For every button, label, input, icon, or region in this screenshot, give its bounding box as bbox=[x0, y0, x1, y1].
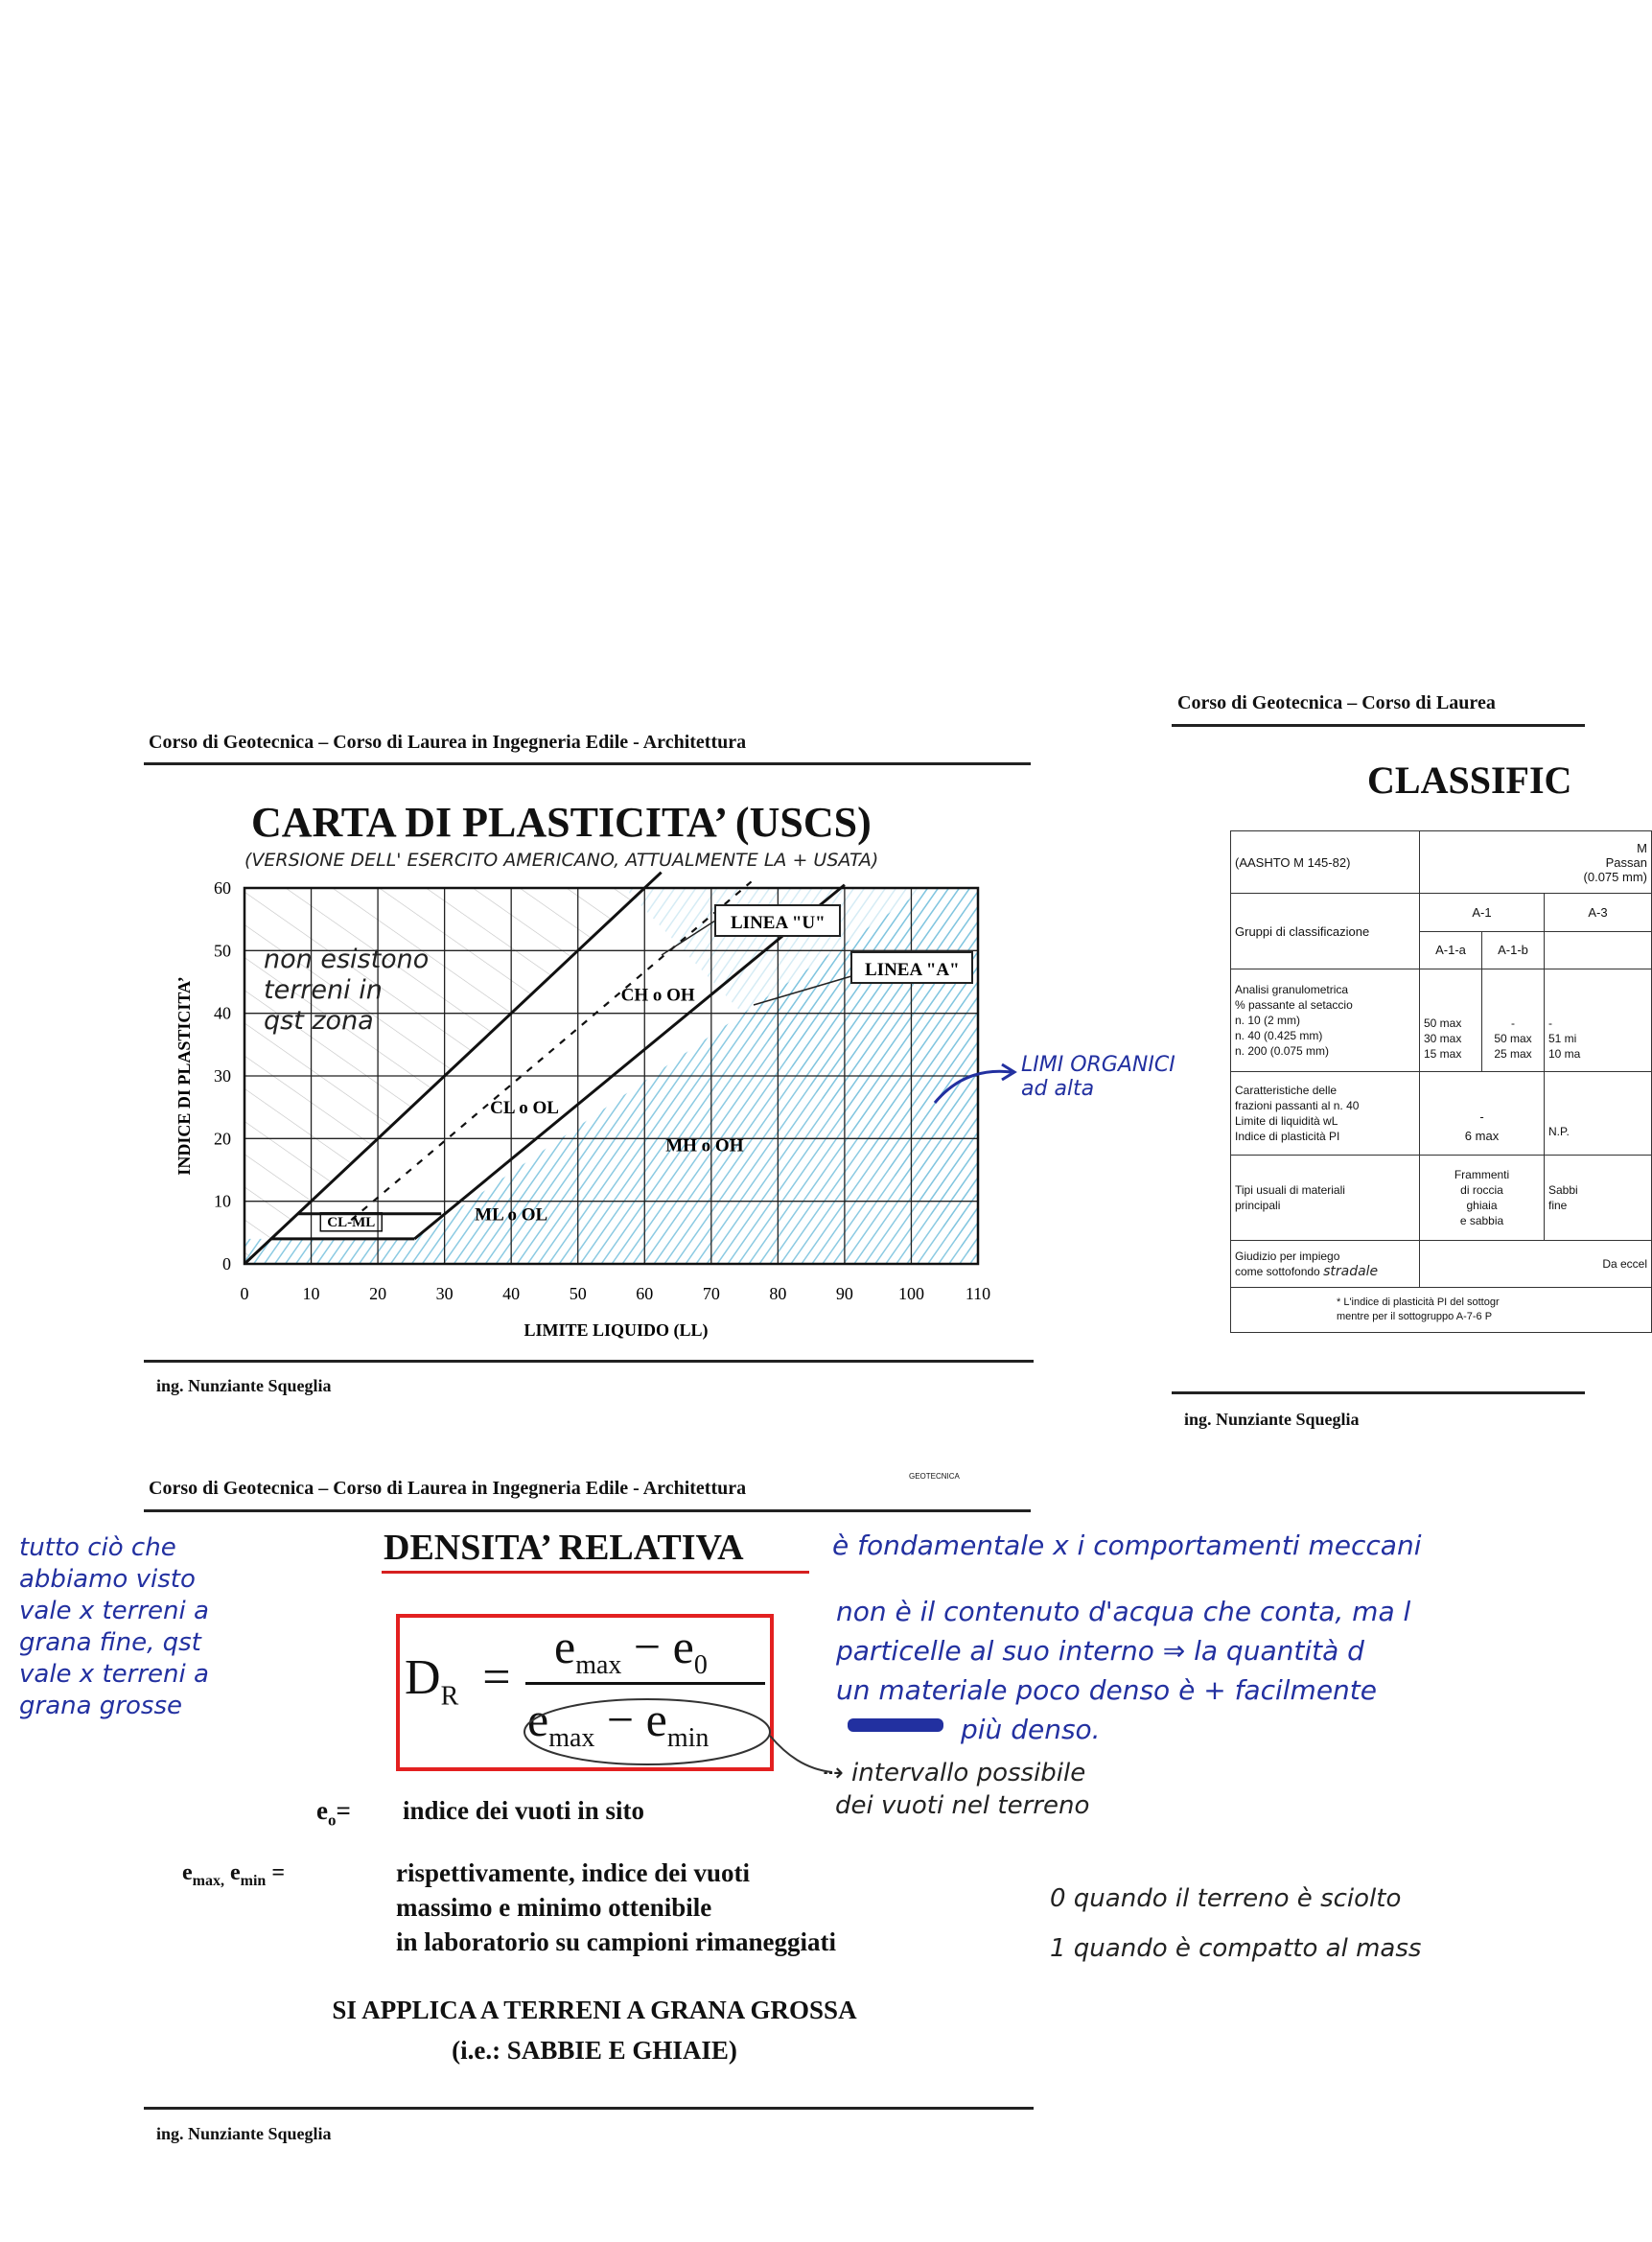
table-cell-line: 30 max bbox=[1424, 1031, 1462, 1045]
table-note-line: * L'indice di plasticità PI del sottogr bbox=[1337, 1296, 1500, 1308]
table-cell: Gruppi di classificazione bbox=[1231, 894, 1420, 969]
table-cell-line: 51 mi bbox=[1548, 1031, 1577, 1045]
region-label: CL o OL bbox=[490, 1098, 559, 1119]
linea-u-label: LINEA "U" bbox=[731, 913, 826, 933]
x-tick-label: 90 bbox=[835, 1284, 853, 1303]
slide2-header: Corso di Geotecnica – Corso di Laurea bbox=[1177, 692, 1496, 713]
slide3-footer: ing. Nunziante Squeglia bbox=[156, 2124, 332, 2143]
def-eq: = bbox=[336, 1796, 351, 1825]
formula-equals: = bbox=[482, 1650, 511, 1705]
y-tick-label: 50 bbox=[214, 941, 231, 961]
note-right-line: più denso. bbox=[961, 1714, 1101, 1745]
table-cell-line: e sabbia bbox=[1459, 1214, 1504, 1227]
y-tick-label: 60 bbox=[214, 878, 231, 898]
table-cell-line: fine bbox=[1548, 1199, 1568, 1212]
formula-sym: e bbox=[672, 1620, 694, 1673]
slide1-footer: ing. Nunziante Squeglia bbox=[156, 1376, 332, 1395]
formula-sub: min bbox=[666, 1723, 710, 1753]
handwritten-stradale: stradale bbox=[1323, 1264, 1379, 1279]
def-emax-emin-symbol bbox=[182, 1860, 285, 1890]
slide3-title: DENSITA’ RELATIVA bbox=[384, 1528, 744, 1568]
table-cell-line: 15 max bbox=[1424, 1046, 1462, 1061]
note-limi-line: LIMI ORGANICI bbox=[1021, 1053, 1175, 1077]
region-label: MH o OH bbox=[665, 1135, 744, 1156]
def-sym: e bbox=[182, 1860, 193, 1885]
note-left-line: vale x terreni a bbox=[19, 1660, 209, 1689]
table-cell-line: n. 10 (2 mm) bbox=[1235, 1014, 1301, 1027]
x-tick-label: 40 bbox=[502, 1284, 521, 1303]
x-tick-label: 20 bbox=[369, 1284, 387, 1303]
x-tick-label: 110 bbox=[965, 1284, 991, 1303]
chart-x-axis-label: LIMITE LIQUIDO (LL) bbox=[524, 1320, 709, 1340]
table-cell-line: Tipi usuali di materiali bbox=[1235, 1183, 1345, 1197]
table-cell-line: 10 ma bbox=[1548, 1046, 1581, 1061]
note-zone-line: terreni in bbox=[264, 975, 383, 1005]
formula-sub: 0 bbox=[693, 1650, 708, 1680]
note-right-top: è fondamentale x i comportamenti meccani bbox=[832, 1530, 1422, 1561]
y-tick-label: 30 bbox=[214, 1066, 231, 1086]
note-right-line: particelle al suo interno ⇒ la quantità d bbox=[836, 1635, 1364, 1667]
table-cell-line: M bbox=[1637, 840, 1647, 855]
slide1-title: CARTA DI PLASTICITA’ (USCS) bbox=[251, 799, 872, 846]
note-left-line: tutto ciò che bbox=[19, 1533, 176, 1562]
slide3-header: Corso di Geotecnica – Corso di Laurea in Ingegneria Edile - Architettura bbox=[149, 1478, 747, 1499]
table-cell-line: principali bbox=[1235, 1199, 1281, 1212]
scribbled-out-word bbox=[848, 1718, 943, 1732]
note-left bbox=[19, 1532, 209, 1722]
region-label: CH o OH bbox=[620, 985, 695, 1006]
x-tick-label: 50 bbox=[569, 1284, 587, 1303]
chart-y-axis-label: INDICE DI PLASTICITA’ bbox=[175, 976, 194, 1176]
formula-dr: D bbox=[405, 1650, 441, 1705]
slide3-footer-rule bbox=[144, 2107, 1034, 2110]
y-tick-label: 0 bbox=[222, 1254, 231, 1273]
table-cell-line: n. 200 (0.075 mm) bbox=[1235, 1044, 1330, 1058]
note-left-line: vale x terreni a bbox=[19, 1597, 209, 1625]
x-tick-label: 0 bbox=[240, 1284, 249, 1303]
slide1-header: Corso di Geotecnica – Corso di Laurea in Ingegneria Edile - Architettura bbox=[149, 732, 747, 753]
table-cell-line: Sabbi bbox=[1548, 1183, 1578, 1197]
x-tick-label: 100 bbox=[897, 1284, 924, 1303]
note-right-line: un materiale poco denso è + facilmente bbox=[836, 1674, 1377, 1706]
table-cell-line: di roccia bbox=[1460, 1183, 1503, 1197]
table-cell-line: come sottofondo bbox=[1235, 1265, 1320, 1278]
table-cell: (AASHTO M 145-82) bbox=[1231, 831, 1420, 894]
slide2-title: CLASSIFIC bbox=[1367, 759, 1572, 802]
x-tick-label: 10 bbox=[302, 1284, 320, 1303]
table-cell: A-1 bbox=[1420, 894, 1545, 932]
table-cell-line: Frammenti bbox=[1454, 1168, 1510, 1181]
formula-sub: max bbox=[548, 1723, 595, 1753]
formula-sym: e bbox=[645, 1693, 667, 1746]
table-cell-line: 50 max bbox=[1494, 1031, 1532, 1045]
def-sub: min bbox=[240, 1872, 267, 1889]
y-tick-label: 20 bbox=[214, 1129, 231, 1149]
table-note-line: mentre per il sottogruppo A-7-6 P bbox=[1337, 1311, 1493, 1322]
def-sym: e bbox=[316, 1796, 328, 1825]
def-sub: max, bbox=[192, 1872, 224, 1889]
y-tick-label: 40 bbox=[214, 1003, 231, 1023]
note-left-line: grana grosse bbox=[19, 1692, 182, 1720]
slide2-footer: ing. Nunziante Squeglia bbox=[1184, 1410, 1360, 1429]
note-right-line: non è il contenuto d'acqua che conta, ma l bbox=[836, 1596, 1411, 1627]
table-cell-line: Passan bbox=[1605, 854, 1647, 870]
note-interval-line: dei vuoti nel terreno bbox=[835, 1791, 1090, 1820]
def-eq: = bbox=[266, 1860, 285, 1885]
table-cell: A-1-b bbox=[1482, 931, 1545, 969]
table-cell-line: - bbox=[1548, 1016, 1552, 1030]
table-cell-line: Indice di plasticità PI bbox=[1235, 1130, 1340, 1143]
table-cell-line: Analisi granulometrica bbox=[1235, 983, 1349, 996]
slide1-subtitle-handwritten: (VERSIONE DELL' ESERCITO AMERICANO, ATTUALMENTE LA + USATA) bbox=[244, 850, 879, 871]
region-label: ML o OL bbox=[475, 1204, 548, 1226]
note-zone-line: non esistono bbox=[264, 945, 430, 974]
table-cell-line: 25 max bbox=[1494, 1046, 1532, 1061]
table-cell: A-1-a bbox=[1420, 931, 1482, 969]
table-cell-line: 6 max bbox=[1464, 1128, 1500, 1143]
def-sub: o bbox=[327, 1810, 337, 1830]
def-line: rispettivamente, indice dei vuoti bbox=[396, 1858, 750, 1887]
table-cell-line: - bbox=[1479, 1109, 1484, 1124]
linea-a-label: LINEA "A" bbox=[865, 960, 960, 980]
x-tick-label: 30 bbox=[435, 1284, 454, 1303]
note-left-line: grana fine, qst bbox=[19, 1628, 201, 1657]
table-cell: A-3 bbox=[1545, 894, 1652, 932]
note-zero: 0 quando il terreno è sciolto bbox=[1050, 1884, 1402, 1913]
applies-line: (i.e.: SABBIE E GHIAIE) bbox=[452, 2036, 737, 2065]
note-zone-line: qst zona bbox=[264, 1006, 374, 1036]
table-cell-line: Giudizio per impiego bbox=[1235, 1249, 1340, 1263]
denominator-circle bbox=[524, 1699, 770, 1764]
formula-denominator: $e_{max} - e_{min}$ bbox=[527, 1693, 710, 1753]
table-cell-line: (0.075 mm) bbox=[1583, 869, 1647, 884]
def-emax-emin-text bbox=[396, 1856, 836, 1959]
note-left-line: abbiamo visto bbox=[19, 1565, 196, 1594]
x-tick-label: 80 bbox=[769, 1284, 787, 1303]
note-interval bbox=[823, 1757, 1089, 1822]
region-label: CL-ML bbox=[327, 1214, 376, 1230]
y-tick-label: 10 bbox=[214, 1191, 231, 1211]
table-cell-line: ghiaia bbox=[1466, 1199, 1498, 1212]
x-tick-label: 60 bbox=[636, 1284, 654, 1303]
table-cell: N.P. bbox=[1545, 1072, 1652, 1156]
formula-dr-sub: R bbox=[440, 1681, 459, 1712]
formula-sym: e bbox=[527, 1693, 549, 1746]
def-e0-symbol bbox=[316, 1796, 351, 1830]
slide3-tiny-label: GEOTECNICA bbox=[909, 1472, 960, 1481]
table-cell-line: Limite di liquidità wL bbox=[1235, 1114, 1338, 1128]
table-cell-line: - bbox=[1511, 1016, 1515, 1030]
applies-line: SI APPLICA A TERRENI A GRANA GROSSA bbox=[332, 1996, 857, 2024]
def-line: massimo e minimo ottenibile bbox=[396, 1893, 712, 1922]
table-cell-line: % passante al setaccio bbox=[1235, 998, 1353, 1012]
table-cell-line: 50 max bbox=[1424, 1016, 1462, 1030]
note-limi-line: ad alta bbox=[1021, 1077, 1095, 1101]
note-interval-line: ⇢ intervallo possibile bbox=[823, 1759, 1086, 1787]
formula-sub: max bbox=[575, 1650, 622, 1680]
def-e0-text: indice dei vuoti in sito bbox=[403, 1796, 645, 1825]
table-cell-line: Caratteristiche delle bbox=[1235, 1084, 1338, 1097]
x-tick-label: 70 bbox=[702, 1284, 720, 1303]
applies-to-text bbox=[288, 1990, 901, 2070]
def-line: in laboratorio su campioni rimaneggiati bbox=[396, 1927, 836, 1956]
table-cell-line: n. 40 (0.425 mm) bbox=[1235, 1029, 1323, 1042]
formula-sym: e bbox=[554, 1620, 576, 1673]
table-cell: Da eccel bbox=[1420, 1241, 1652, 1288]
def-sym: e bbox=[223, 1860, 241, 1885]
note-one: 1 quando è compatto al mass bbox=[1050, 1934, 1422, 1963]
formula-numerator: $e_{max} - e_0$ bbox=[554, 1620, 708, 1680]
table-cell-line: frazioni passanti al n. 40 bbox=[1235, 1099, 1360, 1112]
